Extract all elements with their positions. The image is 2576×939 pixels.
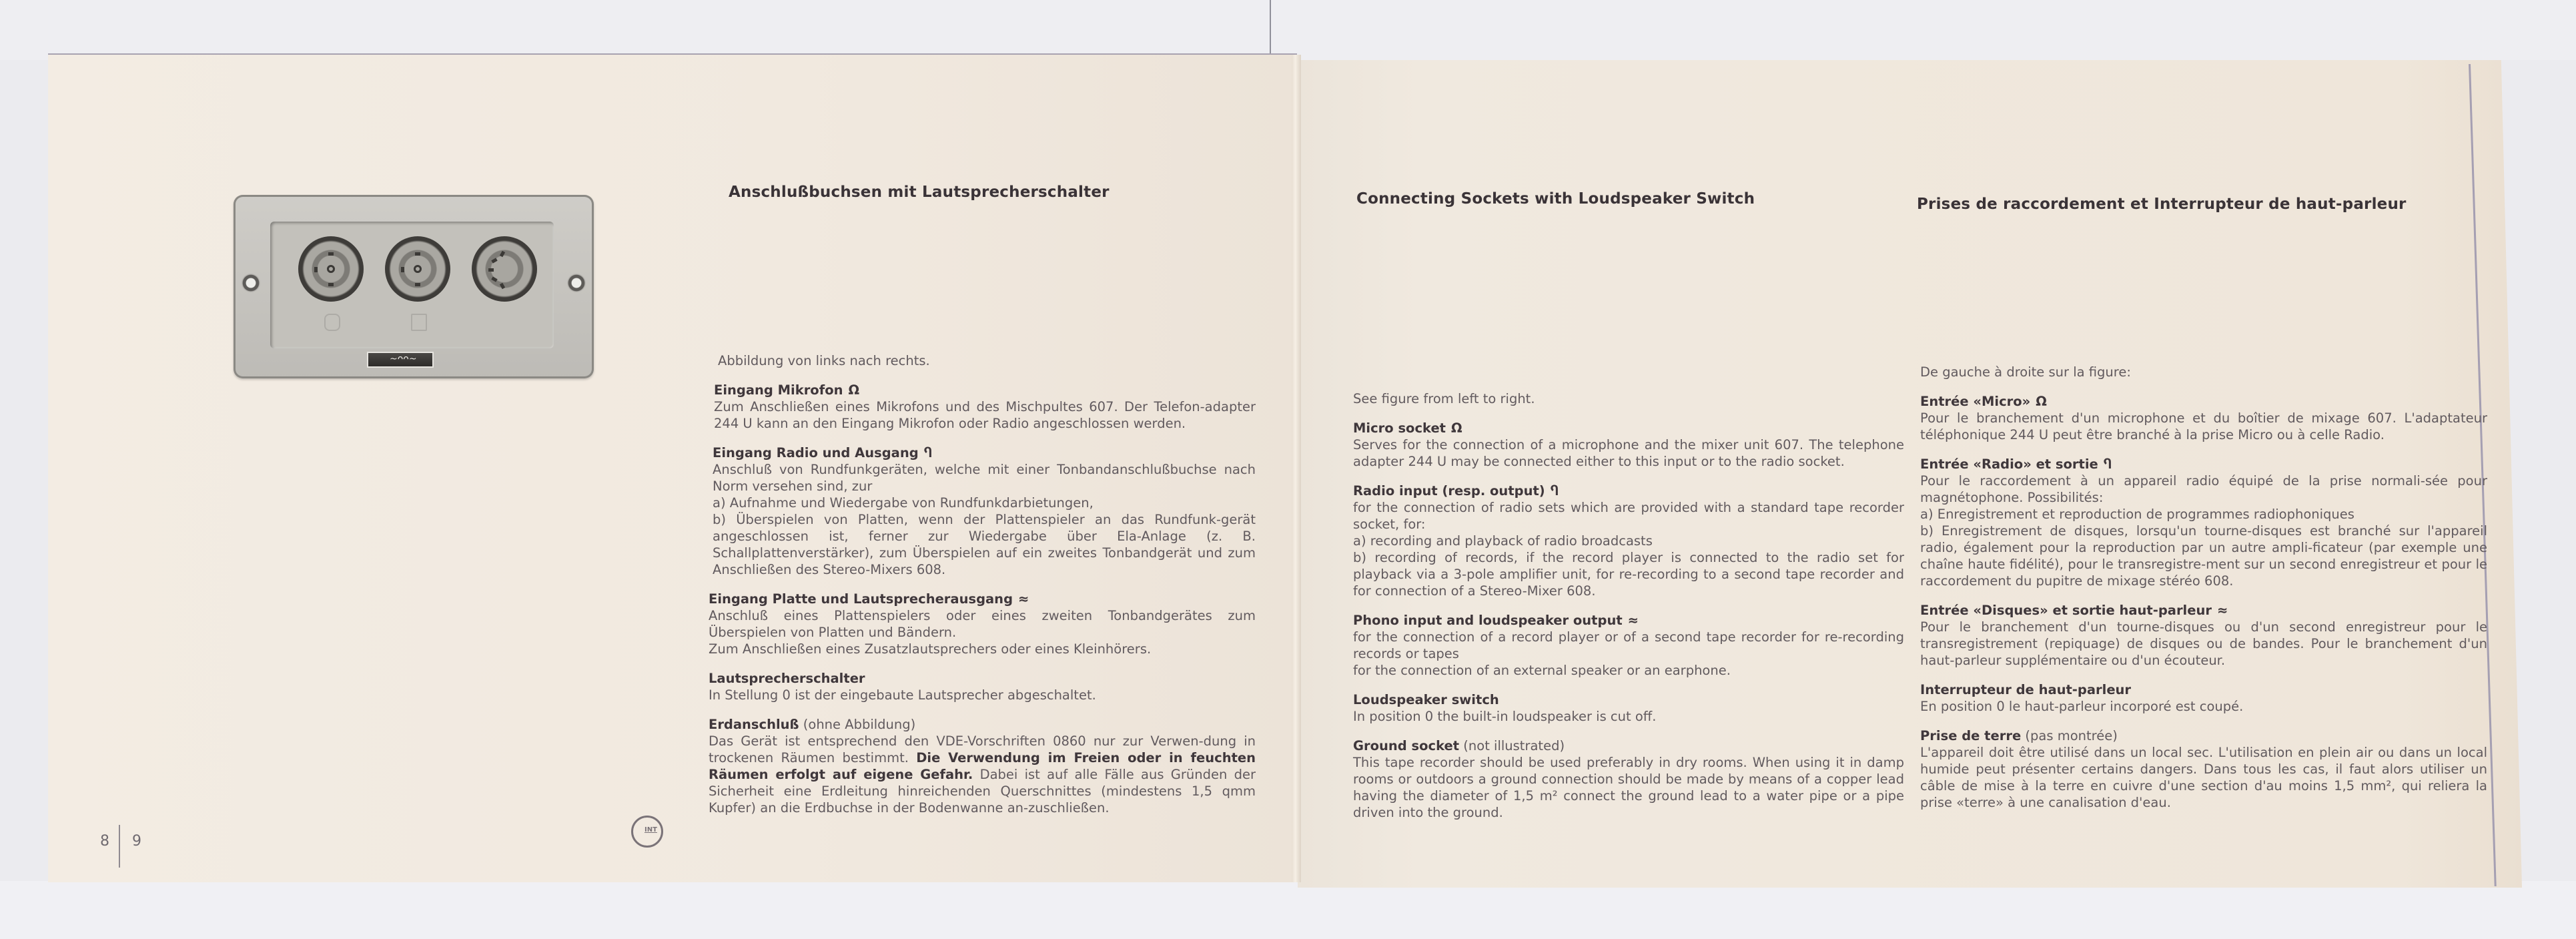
german-column bbox=[709, 352, 1256, 829]
table-background-top bbox=[0, 0, 2576, 60]
english-intro: See figure from left to right. bbox=[1353, 391, 1535, 406]
phono-symbol-icon: ≈ bbox=[2216, 603, 2228, 618]
page-number-divider bbox=[119, 825, 120, 868]
radio-symbol-icon: Ⴄ bbox=[2103, 456, 2112, 472]
table-seam bbox=[1270, 0, 1271, 53]
micro-symbol-icon: Ω bbox=[1451, 420, 1462, 436]
german-section-ground: Erdanschluß (ohne Abbildung) Das Gerät ist entsprechend den VDE-Vorschriften 0860 nur zur Verwen-dung in trockenen Räumen bestimmt. Die Verwendung im Freien oder in feuchten Räumen erfolgt auf eigene Gefahr. Dabei ist auf alle Fälle aus Gründen der Sicherheit eine Erdleitung hinreichenden Querschnittes (mindestens 1,5 qmm Kupfer) an die Erdbuchse in der Bodenwanne an-zuschließen. bbox=[709, 717, 1256, 816]
grundig-logo-icon: INT bbox=[631, 816, 663, 848]
english-heading: Connecting Sockets with Loudspeaker Switch bbox=[1356, 190, 1755, 208]
french-column bbox=[1920, 364, 2487, 824]
french-heading: Prises de raccordement et Interrupteur de haut-parleur bbox=[1917, 196, 2407, 213]
german-section-phono: Eingang Platte und Lautsprecherausgang ≈ Anschluß eines Plattenspielers oder eines zweiten Tonbandgerätes zum Überspielen von Platten und Bändern. Zum Anschließen eines Zusatzlautsprechers oder eines Kleinhörers. bbox=[709, 591, 1256, 657]
english-column bbox=[1353, 390, 1904, 834]
french-section-switch: Interrupteur de haut-parleur En position 0 le haut-parleur incorporé est coupé. bbox=[1920, 682, 2244, 714]
english-section-radio: Radio input (resp. output) Ⴄ for the connection of radio sets which are provided with a standard tape recorder socket, for: a) recording and playback of radio broadcasts b) recording of records, if the record player is connected to the radio set for playback via a 3-pole amplifier unit, for re-recording to a second tape recorder and for connection of a Stereo-Mixer 608. bbox=[1353, 483, 1904, 599]
phono-symbol-icon: ≈ bbox=[1018, 591, 1029, 607]
phono-socket-icon bbox=[472, 236, 537, 302]
book-spine bbox=[1292, 55, 1301, 882]
page-number-right: 9 bbox=[132, 833, 141, 850]
english-section-phono: Phono input and loudspeaker output ≈ for the connection of a record player or of a second tape recorder for re-recording records or tapes for the connection of an external speaker or an earphone. bbox=[1353, 613, 1904, 678]
phono-symbol-icon: ≈ bbox=[1627, 613, 1639, 628]
german-heading: Anschlußbuchsen mit Lautsprecherschalter bbox=[729, 184, 1110, 201]
table-background-bottom bbox=[0, 881, 2576, 939]
english-section-switch: Loudspeaker switch In position 0 the built-in loudspeaker is cut off. bbox=[1353, 692, 1657, 724]
loudspeaker-switch-icon: ~ᴖᴖ~ bbox=[367, 352, 434, 368]
english-section-ground: Ground socket (not illustrated) This tape recorder should be used preferably in dry rooms. When using it in damp rooms or outdoors a ground connection should be made by means of a copper lead having the diameter of 1,5 m² connect the ground lead to a water pipe or a pipe driven into the ground. bbox=[1353, 738, 1904, 820]
radio-symbol-icon: Ⴄ bbox=[923, 445, 932, 460]
german-intro: Abbildung von links nach rechts. bbox=[718, 353, 930, 368]
french-intro: De gauche à droite sur la figure: bbox=[1920, 364, 2131, 380]
micro-socket-icon bbox=[298, 236, 364, 302]
screw-icon bbox=[567, 274, 586, 292]
safety-warning: Die Verwendung im Freien oder in feuchten Räumen erfolgt auf eigene Gefahr. bbox=[709, 750, 1256, 782]
german-section-micro: Eingang Mikrofon Ω Zum Anschließen eines Mikrofons und des Mischpultes 607. Der Telefon-adapter 244 U kann an den Eingang Mikrofon oder Radio angeschlossen werden. bbox=[714, 382, 1256, 431]
radio-symbol-icon: Ⴄ bbox=[1550, 483, 1559, 499]
german-section-switch: Lautsprecherschalter In Stellung 0 ist der eingebaute Lautsprecher abgeschaltet. bbox=[709, 671, 1096, 703]
micro-symbol-icon bbox=[324, 314, 340, 331]
page-numbers bbox=[100, 833, 141, 850]
socket-panel-figure bbox=[234, 195, 594, 378]
english-section-micro: Micro socket Ω Serves for the connection of a microphone and the mixer unit 607. The telephone adapter 244 U may be connected either to this input or to the radio socket. bbox=[1353, 420, 1904, 469]
micro-symbol-icon: Ω bbox=[2036, 394, 2047, 409]
radio-socket-icon bbox=[385, 236, 450, 302]
french-section-phono: Entrée «Disques» et sortie haut-parleur ≈ Pour le branchement d'un tourne-disques ou d'un second enregistreur pour le transregistrement (repiquage) de disques ou de bandes. Pour le branchement d'un haut-parleur supplémentaire ou d'un écouteur. bbox=[1920, 603, 2487, 668]
french-section-ground: Prise de terre (pas montrée) L'appareil doit être utilisé dans un local sec. L'utilisation en plein air ou dans un local humide peut présenter certains dangers. Dans tous les cas, il faut alors utiliser un câble de mise à la terre en cuivre d'une section d'au moins 1,5 mm², qui reliera la prise «terre» à une canalisation d'eau. bbox=[1920, 728, 2487, 810]
german-section-radio: Eingang Radio und Ausgang Ⴄ Anschluß von Rundfunkgeräten, welche mit einer Tonbandanschlußbuchse nach Norm versehen sind, zur a) Aufnahme und Wiedergabe von Rundfunkdarbietungen, b) Überspielen von Platten, wenn der Plattenspieler an das Rundfunk-gerät angeschlossen ist, ferner zur Wiedergabe über Ela-Anlage (z. B. Schallplattenverstärker), zum Überspielen auf ein zweites Tonbandgerät und zum Anschließen des Stereo-Mixers 608. bbox=[713, 445, 1256, 577]
socket-panel-inset bbox=[270, 222, 554, 348]
radio-symbol-icon bbox=[411, 314, 427, 331]
screw-icon bbox=[242, 274, 260, 292]
french-section-micro: Entrée «Micro» Ω Pour le branchement d'un microphone et du boîtier de mixage 607. L'adaptateur téléphonique 244 U peut être branché à la prise Micro ou à celle Radio. bbox=[1920, 394, 2487, 442]
french-section-radio: Entrée «Radio» et sortie Ⴄ Pour le raccordement à un appareil radio équipé de la prise normali-sée pour magnétophone. Possibilités: a) Enregistrement et reproduction de programmes radiophoniques b) Enregistrement de disques, lorsqu'un tourne-disques est branché sur l'appareil radio, également pour la reproduction par un autre ampli-ficateur (par exemple une chaîne haute fidélité), pour le transregistre-ment sur un second enregistreur et pour le raccordement du pupitre de mixage stéréo 608. bbox=[1920, 456, 2487, 589]
micro-symbol-icon: Ω bbox=[848, 382, 860, 398]
page-number-left: 8 bbox=[100, 833, 109, 850]
